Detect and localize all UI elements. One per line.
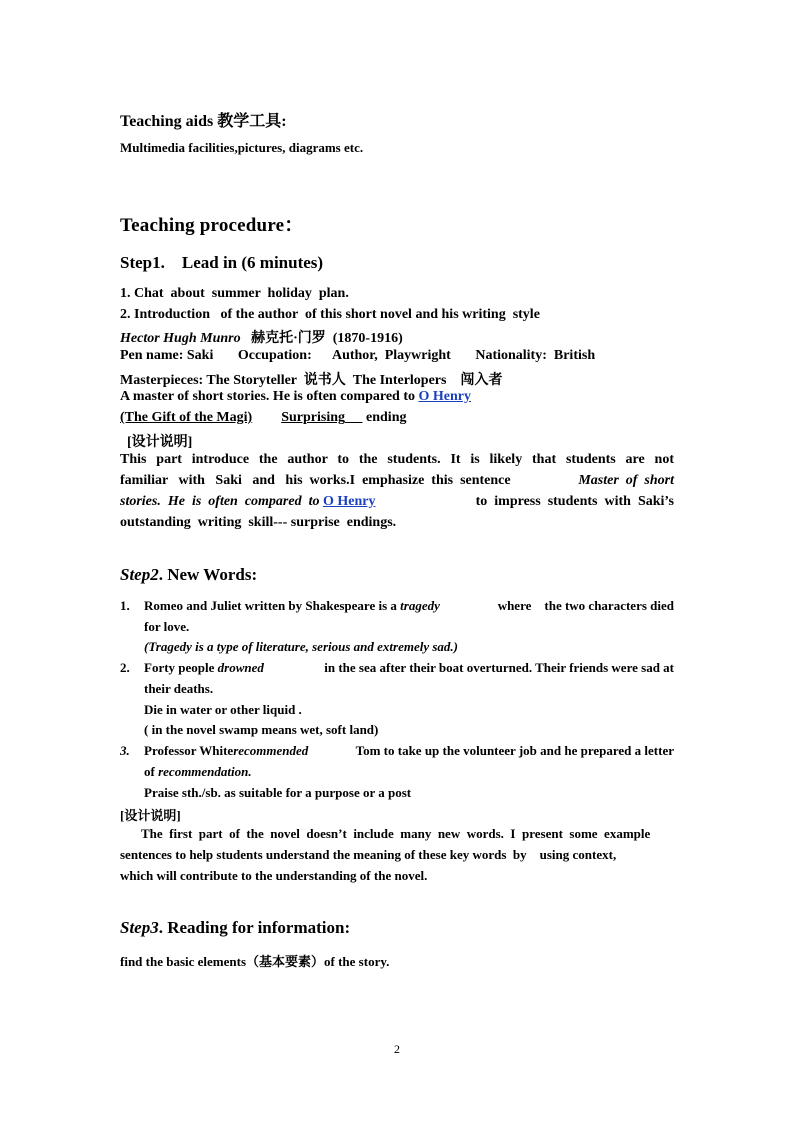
- step2-design-line3: which will contribute to the understanding of the novel.: [120, 868, 428, 883]
- word-item-1-text-a: Romeo and Juliet written by Shakespeare is a: [144, 598, 397, 613]
- word-item-3-text-b: Tom to take up the volunteer job and he prepared a letter: [355, 743, 674, 758]
- step1-design-line3-rest: to impress students with Saki’s: [475, 494, 674, 509]
- word-recommended: recommended: [233, 743, 309, 758]
- step1-design-line2-text: familiar with Saki and his works.I emphasize this sentence: [120, 473, 511, 488]
- word-item-3-of: of: [144, 764, 155, 779]
- step1-design-line3-italic: stories. He is often compared to: [120, 494, 320, 509]
- step2-heading-rest: . New Words:: [158, 565, 258, 584]
- masterpieces-line: Masterpieces: The Storyteller 说书人 The Interlopers 闯入者: [120, 373, 503, 388]
- word-recommendation: recommendation.: [158, 764, 252, 779]
- master-text: A master of short stories. He is often compared to: [120, 389, 415, 404]
- gift-line: [120, 410, 406, 426]
- word-item-1-definition: (Tragedy is a type of literature, serious and extremely sad.): [144, 639, 459, 654]
- word-item-2-definition: Die in water or other liquid .: [144, 702, 302, 717]
- pen-name-line: Pen name: Saki Occupation: Author, Playwright Nationality: British: [120, 348, 596, 363]
- word-item-3-line2: [144, 764, 252, 780]
- o-henry-link[interactable]: O Henry: [418, 389, 471, 404]
- step3-heading-italic: Step3: [120, 918, 159, 937]
- word-drowned: drowned: [217, 660, 264, 675]
- author-line: [120, 327, 403, 347]
- author-name: Hector Hugh Munro: [120, 331, 241, 346]
- step3-heading-rest: . Reading for information:: [158, 918, 351, 937]
- surprising-underline-gap: [345, 410, 363, 425]
- step1-line-chat: 1. Chat about summer holiday plan.: [120, 286, 349, 301]
- step3-heading: [120, 918, 350, 938]
- gift-of-magi: (The Gift of the Magi): [120, 410, 253, 425]
- step2-heading-italic: Step2: [120, 565, 159, 584]
- author-cn-dates: 赫克托·门罗 (1870-1916): [251, 331, 403, 346]
- o-henry-link-2[interactable]: O Henry: [323, 494, 376, 509]
- step2-design-line1: The first part of the novel doesn’t include many new words. I present some example: [141, 826, 651, 841]
- word-item-3-text-a: Professor White: [144, 743, 234, 758]
- word-item-2-note: ( in the novel swamp means wet, soft land): [144, 722, 379, 737]
- step1-design-line2: [120, 473, 674, 489]
- word-item-2-number: 2.: [120, 660, 130, 675]
- word-item-2-text-b: in the sea after their boat overturned. Their friends were sad at: [324, 660, 674, 675]
- step2-heading: [120, 565, 257, 585]
- page-number: 2: [394, 1042, 400, 1056]
- step1-heading: Step1. Lead in (6 minutes): [120, 253, 324, 272]
- word-item-3-definition: Praise sth./sb. as suitable for a purpose or a post: [144, 785, 412, 800]
- teaching-aids-text: Multimedia facilities,pictures, diagrams etc.: [120, 140, 364, 155]
- word-item-1-line1: [144, 598, 674, 614]
- step1-design-line4: outstanding writing skill--- surprise endings.: [120, 515, 397, 530]
- word-item-2-line1: [144, 660, 674, 676]
- step2-design-line2: sentences to help students understand the meaning of these key words by using context,: [120, 847, 617, 862]
- teaching-aids-heading: Teaching aids 教学工具:: [120, 113, 287, 130]
- word-item-1-number: 1.: [120, 598, 130, 613]
- word-item-1-text-b: where the two characters died: [497, 598, 674, 613]
- word-item-3-line1: [144, 743, 674, 759]
- word-item-1-line2: for love.: [144, 619, 190, 634]
- step1-design-line2-italic: Master of short: [578, 473, 674, 488]
- word-item-2-text-a: Forty people: [144, 660, 215, 675]
- step1-design-label: [设计说明]: [127, 435, 193, 450]
- surprising-word: Surprising: [281, 410, 346, 425]
- step1-line-intro: 2. Introduction of the author of this short novel and his writing style: [120, 307, 540, 322]
- master-line: [120, 389, 471, 405]
- word-item-2-line2: their deaths.: [144, 681, 214, 696]
- step2-design-label: [设计说明]: [120, 808, 181, 823]
- ending-word: ending: [366, 410, 407, 425]
- word-item-3-number: 3.: [120, 743, 130, 758]
- word-tragedy: tragedy: [400, 598, 440, 613]
- step3-text: find the basic elements（基本要素）of the story.: [120, 954, 390, 969]
- teaching-procedure-heading: Teaching procedure：: [120, 215, 304, 236]
- step1-design-line1: This part introduce the author to the students. It is likely that students are not: [120, 452, 674, 467]
- step1-design-line3: [120, 494, 674, 510]
